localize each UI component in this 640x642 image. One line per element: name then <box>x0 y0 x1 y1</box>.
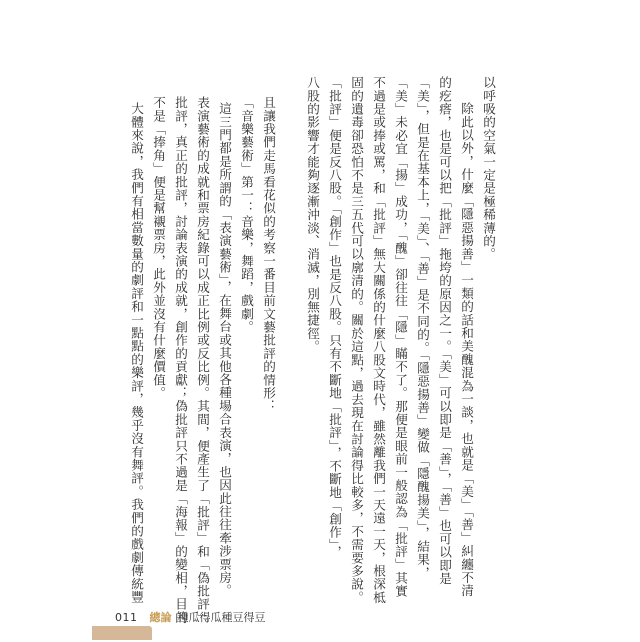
text-column: 批評，真正的批評，討論表演的成就，創作的貢獻；偽批評只不過是「海報」的變相，目的 <box>173 96 188 624</box>
text-column: 固的遺毒卻恐怕不是三五代可以廓清的。關於這點，過去現在討論得比較多，不需要多說。 <box>349 76 364 604</box>
text-column: 且讓我們走馬看花似的考察一番目前文藝批評的情形： <box>261 96 276 413</box>
text-column: 不過是或捧或罵，和「批評」無大關係的什麼八股文時代，雖然離我們一天遠一天，根深柢 <box>371 76 386 604</box>
text-column: 「批評」便是反八股。「創作」也是反八股。只有不斷地「批評」，不斷地「創作」， <box>327 76 342 559</box>
text-column: 八股的影響才能夠逐漸沖淡、消滅，別無捷徑。 <box>305 76 320 354</box>
text-column: 這三門都是所謂的「表演藝術」，在舞台或其他各種場合表演，也因此往往牽涉票房。 <box>217 102 232 598</box>
chapter-title: 種瓜得瓜種豆得豆 <box>177 611 266 624</box>
text-column: 大體來說，我們有相當數量的劇評和一點點的樂評，幾乎沒有舞評。我們的戲劇傳統豐 <box>129 102 144 604</box>
text-column: 「音樂藝術」第一：音樂，舞蹈，戲劇。 <box>239 96 254 334</box>
page-corner-tab <box>92 626 152 640</box>
text-column: 除此以外，什麼「隱惡揚善」一類的話和美醜混為一談，也就是「美」「善」糾纏不清 <box>459 102 474 598</box>
text-column: 以呼吸的空氣一定是極稀薄的。 <box>481 76 496 261</box>
page-number: 011 <box>115 610 138 624</box>
chapter-label: 總論 <box>149 611 172 624</box>
text-column: 「美」未必宜「揚」成功，「醜」卻往往「隱」瞞不了。那便是眼前一般認為「批評」其實 <box>393 76 408 598</box>
text-column: 不是「捧角」便是幫襯票房，此外並沒有什麼價值。 <box>151 96 166 400</box>
text-column: 的疙瘩，也是可以把「批評」拖垮的原因之一。「美」可以即是「善」，「善」也可以即是 <box>437 76 452 586</box>
text-column: 「美」，但是在基本上，「美」、「善」是不同的。「隱惡揚善」變做「隱醜揚美」，結果， <box>415 76 430 580</box>
page-footer <box>115 609 266 625</box>
text-column: 表演藝術的成就和票房紀錄可以成正比例或反比例。其間，便產生了「批評」和「偽批評」。 <box>195 96 210 631</box>
text-column <box>280 76 300 616</box>
